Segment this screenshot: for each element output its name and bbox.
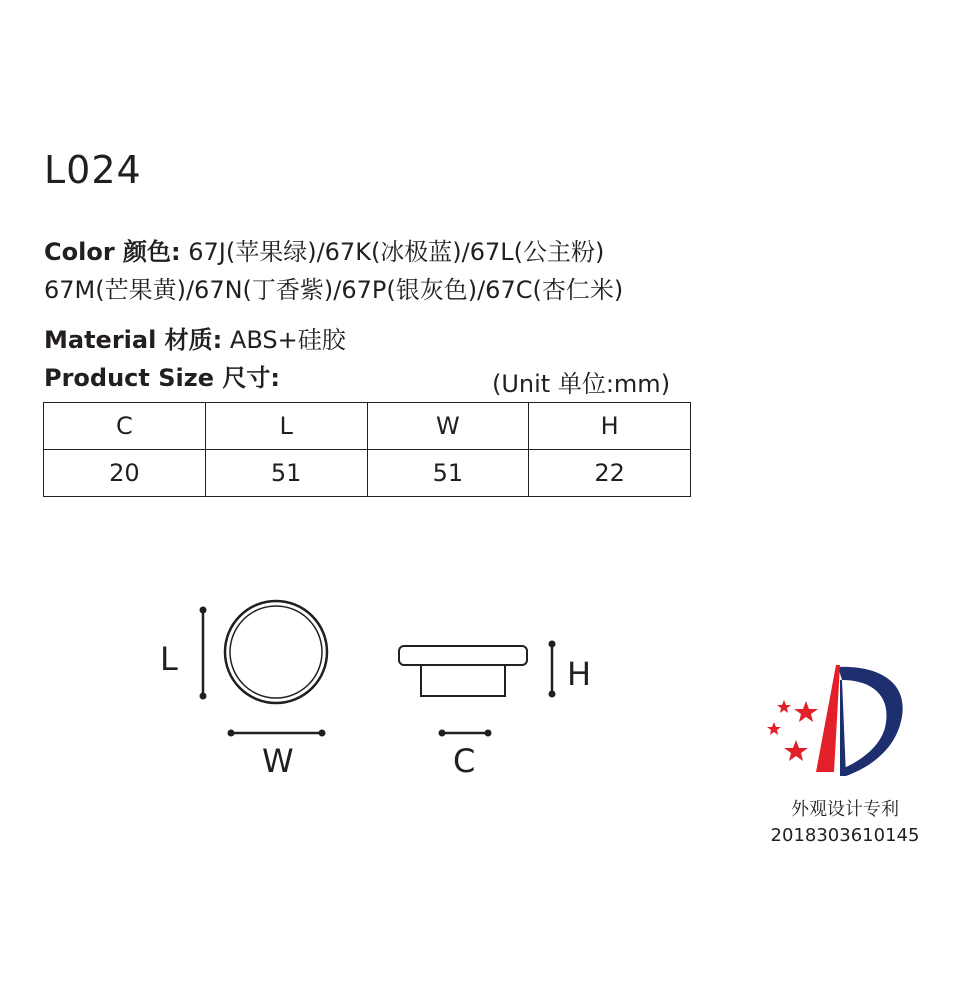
dimension-dot <box>200 607 207 614</box>
header-c: C <box>44 403 206 450</box>
dimension-dot <box>549 691 556 698</box>
value-w: 51 <box>367 450 529 497</box>
design-patent-logo-icon <box>760 660 920 785</box>
size-label: Product Size 尺寸: <box>44 364 280 392</box>
patent-title: 外观设计专利 <box>791 799 899 820</box>
knob-base-profile <box>421 665 505 696</box>
color-label: Color 颜色: <box>44 238 181 266</box>
star-icon <box>794 701 818 722</box>
value-c: 20 <box>44 450 206 497</box>
side-label-c: C <box>453 742 476 780</box>
value-l: 51 <box>205 450 367 497</box>
star-icon <box>777 700 791 713</box>
color-line-2 <box>44 270 623 305</box>
star-icon <box>767 722 781 735</box>
front-label-w: W <box>262 742 294 780</box>
size-line <box>44 358 280 393</box>
dimension-dot <box>200 693 207 700</box>
material-line <box>44 320 346 355</box>
side-label-h: H <box>567 655 592 693</box>
size-table <box>43 402 691 497</box>
side-view-drawing <box>390 630 570 770</box>
header-l: L <box>205 403 367 450</box>
size-unit: (Unit 单位:mm) <box>492 370 671 398</box>
dimension-dot <box>549 641 556 648</box>
patent-p-shape <box>838 667 903 776</box>
patent-red-stroke <box>816 665 840 772</box>
size-header-row <box>44 403 691 450</box>
material-label: Material 材质: <box>44 326 223 354</box>
color-options-1: 67J(苹果绿)/67K(冰极蓝)/67L(公主粉) <box>180 238 605 266</box>
value-h: 22 <box>529 450 691 497</box>
header-h: H <box>529 403 691 450</box>
size-value-row <box>44 450 691 497</box>
dimension-dot <box>439 730 446 737</box>
material-value: ABS+硅胶 <box>222 326 346 354</box>
header-w: W <box>367 403 529 450</box>
front-view-drawing <box>150 595 350 795</box>
dimension-dot <box>485 730 492 737</box>
front-label-l: L <box>160 640 178 678</box>
color-options-2: 67M(芒果黄)/67N(丁香紫)/67P(银灰色)/67C(杏仁米) <box>44 276 624 304</box>
color-line-1 <box>44 232 604 267</box>
knob-outer-ring <box>225 601 327 703</box>
dimension-dot <box>228 730 235 737</box>
knob-cap-profile <box>399 646 527 665</box>
knob-inner-ring <box>230 606 322 698</box>
patent-number: 2018303610145 <box>770 825 920 846</box>
patent-stem <box>840 680 846 776</box>
dimension-dot <box>319 730 326 737</box>
star-icon <box>784 740 808 761</box>
product-model: L024 <box>44 148 142 192</box>
